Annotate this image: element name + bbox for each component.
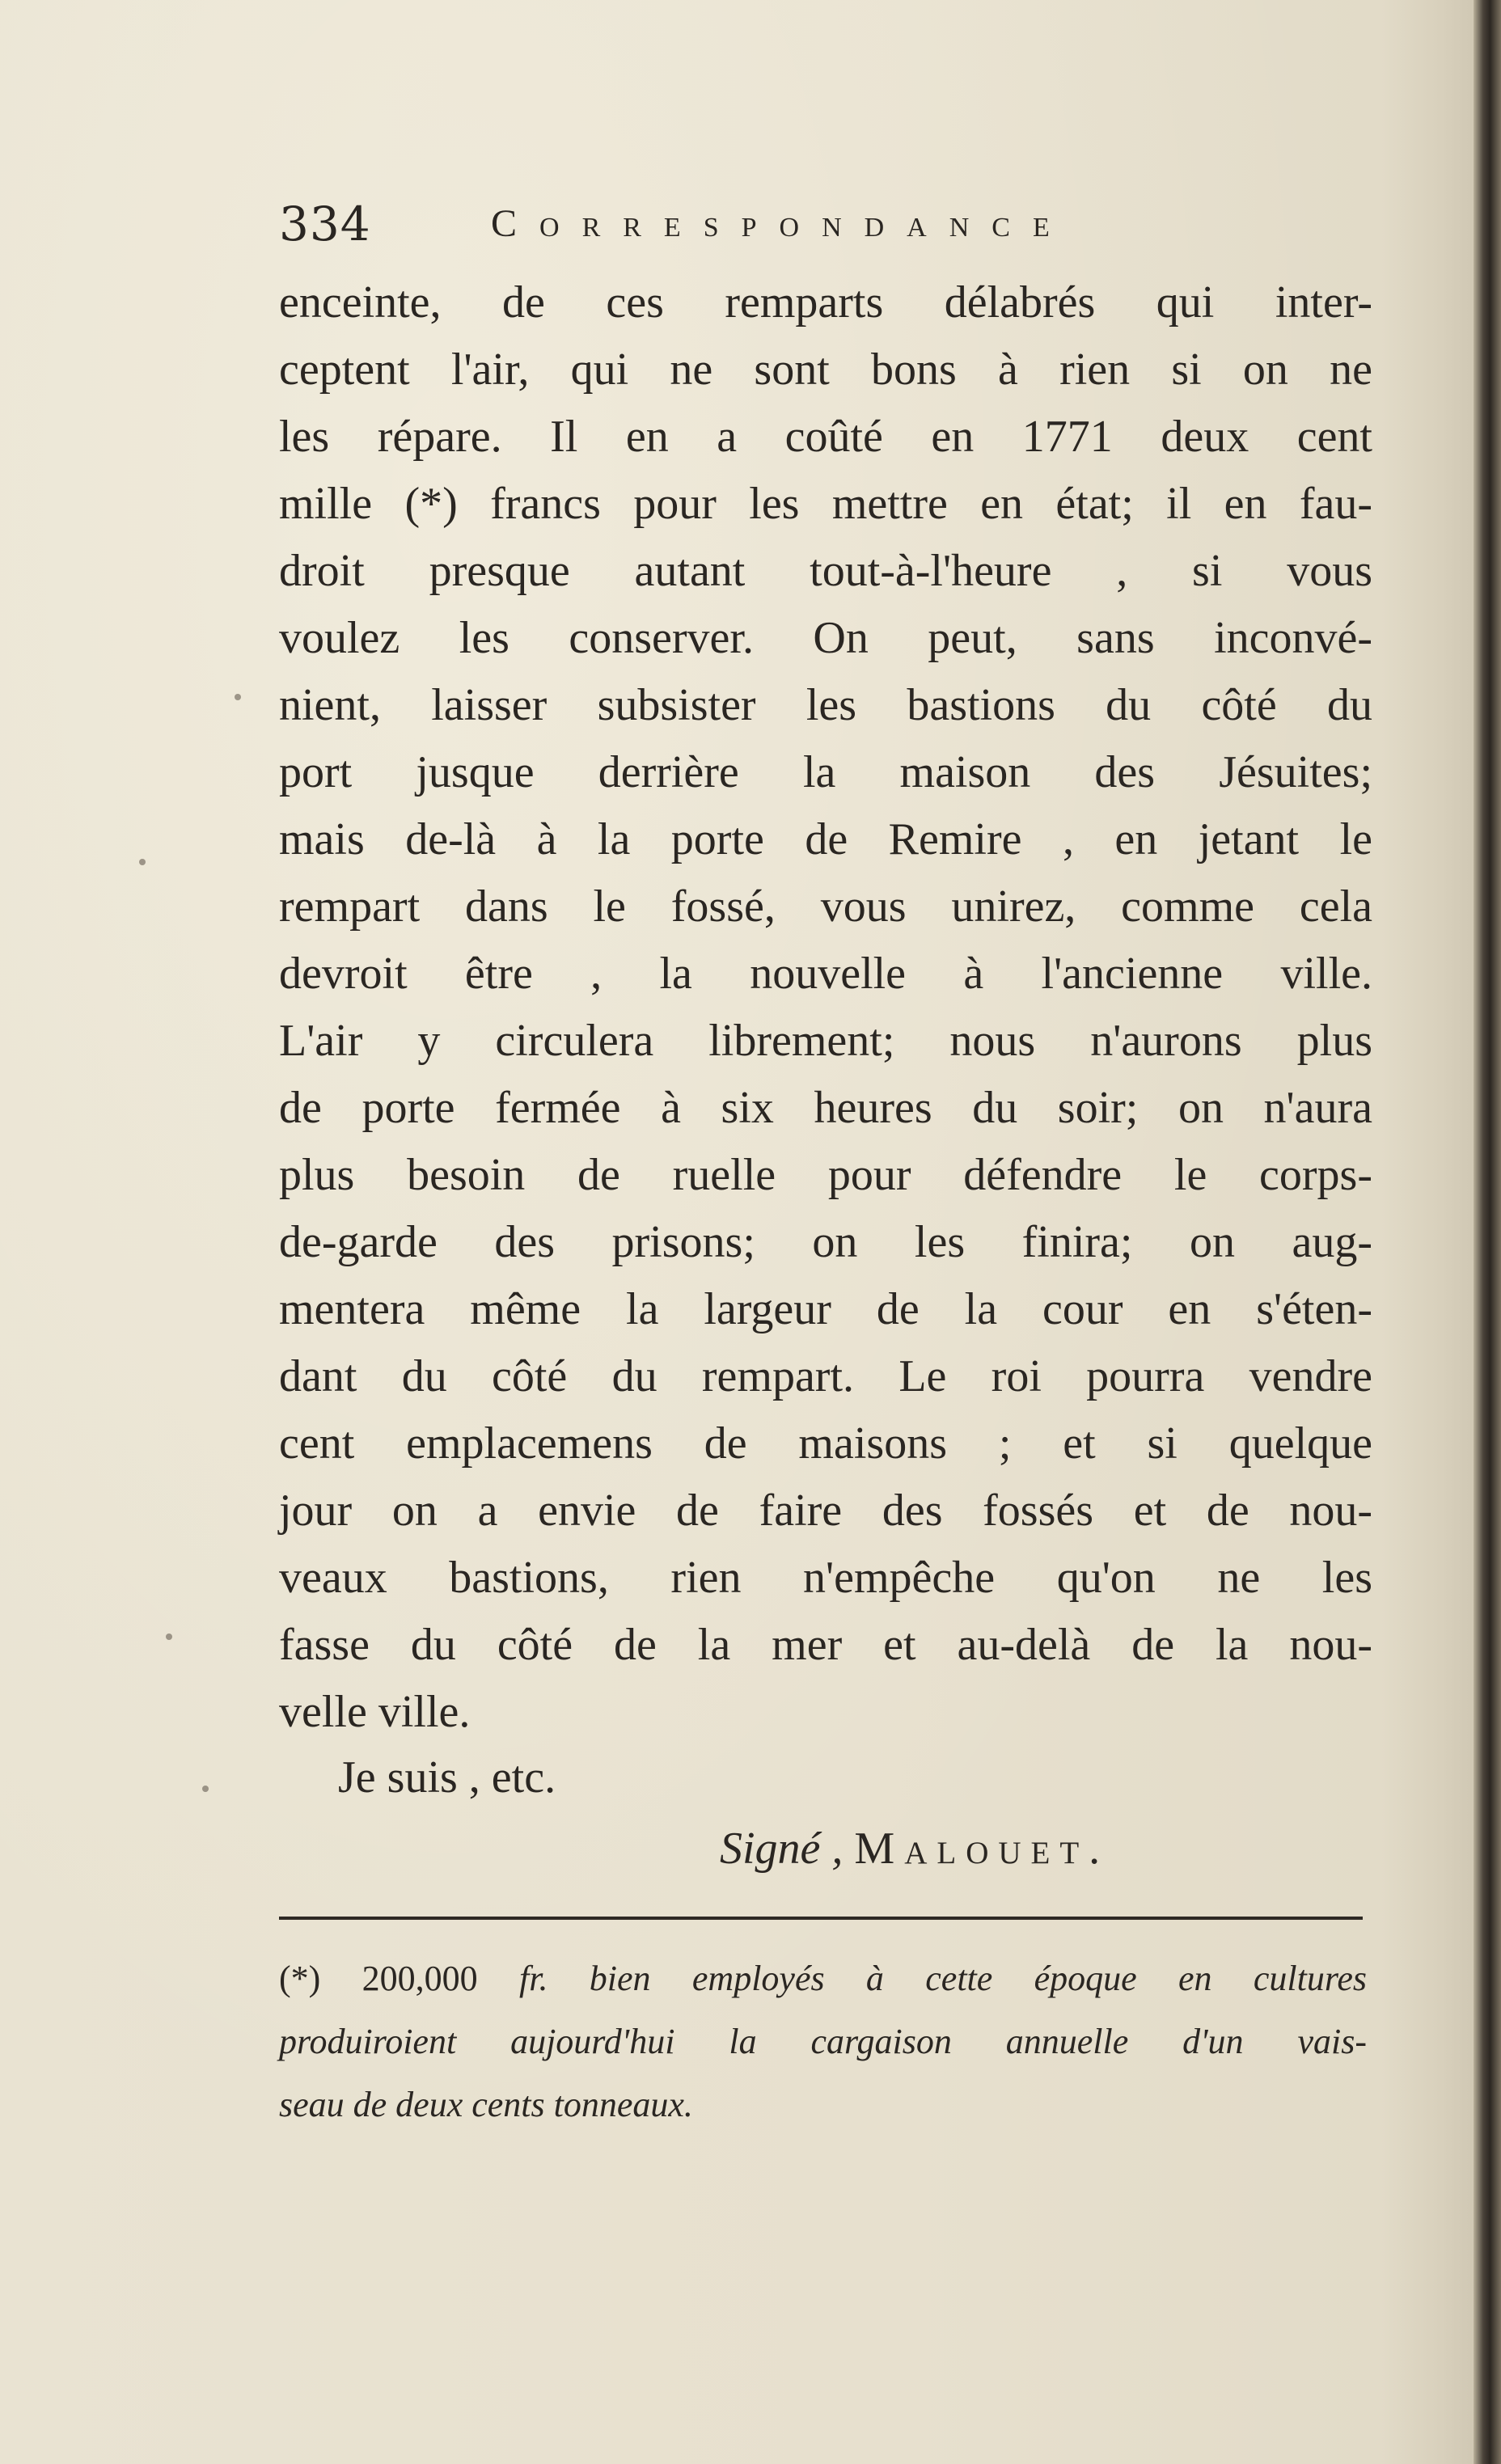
- page-number: 334: [279, 197, 371, 251]
- letter-body: [279, 269, 1372, 1746]
- signatory-name: Malouet.: [854, 1824, 1110, 1874]
- footnote-text: fr. bien employés à cette époque en cultures: [519, 1959, 1368, 1998]
- body-line: voulez les conserver. On peut, sans inconvé-: [279, 613, 1372, 663]
- body-line: jour on a envie de faire des fossés et de nou-: [279, 1486, 1372, 1536]
- closing-formula: Je suis , etc.: [338, 1752, 556, 1803]
- footnote-line: produiroient aujourd'hui la cargaison annuelle d'un vais-: [279, 2022, 1367, 2061]
- body-line: enceinte, de ces remparts délabrés qui inter-: [279, 277, 1372, 328]
- body-line: de porte fermée à six heures du soir; on n'aura: [279, 1083, 1372, 1133]
- footnote-rule: [279, 1917, 1363, 1920]
- body-line: port jusque derrière la maison des Jésuites;: [279, 747, 1372, 797]
- body-line: dant du côté du rempart. Le roi pourra vendre: [279, 1351, 1372, 1401]
- page-gutter-shadow: [1474, 0, 1501, 2464]
- footnote-marker: (*): [279, 1959, 321, 1998]
- footnote-line: seau de deux cents tonneaux.: [279, 2085, 693, 2124]
- body-line: droit presque autant tout-à-l'heure , si vous: [279, 546, 1372, 596]
- body-line: veaux bastions, rien n'empêche qu'on ne les: [279, 1553, 1372, 1603]
- signed-label: Signé ,: [720, 1824, 844, 1874]
- body-line: devroit être , la nouvelle à l'ancienne ville.: [279, 949, 1372, 999]
- footnote-amount: 200,000: [362, 1959, 478, 1998]
- paper-speck: [202, 1786, 209, 1792]
- footnote-line: [279, 1947, 1367, 2010]
- running-title: Correspondance: [491, 202, 1072, 245]
- body-line: mille (*) francs pour les mettre en état; il en fau-: [279, 479, 1372, 529]
- body-line: ceptent l'air, qui ne sont bons à rien si on ne: [279, 344, 1372, 395]
- body-line: L'air y circulera librement; nous n'aurons plus: [279, 1016, 1372, 1066]
- body-line: mais de-là à la porte de Remire , en jetant le: [279, 814, 1372, 864]
- body-line: de-garde des prisons; on les finira; on aug-: [279, 1217, 1372, 1267]
- paper-speck: [166, 1634, 172, 1640]
- paper-speck: [235, 694, 241, 700]
- body-line: nient, laisser subsister les bastions du côté du: [279, 680, 1372, 730]
- body-line: mentera même la largeur de la cour en s'éten-: [279, 1284, 1372, 1334]
- body-line: velle ville.: [279, 1687, 471, 1737]
- footnote: [279, 1947, 1367, 2136]
- body-line: plus besoin de ruelle pour défendre le corps-: [279, 1150, 1372, 1200]
- body-line: rempart dans le fossé, vous unirez, comme cela: [279, 881, 1372, 932]
- body-line: les répare. Il en a coûté en 1771 deux cent: [279, 412, 1372, 462]
- signature-line: [720, 1815, 1110, 1883]
- paper-speck: [139, 859, 146, 865]
- body-line: fasse du côté de la mer et au-delà de la nou-: [279, 1620, 1372, 1670]
- body-line: cent emplacemens de maisons ; et si quelque: [279, 1418, 1372, 1469]
- page-header: [279, 188, 1371, 260]
